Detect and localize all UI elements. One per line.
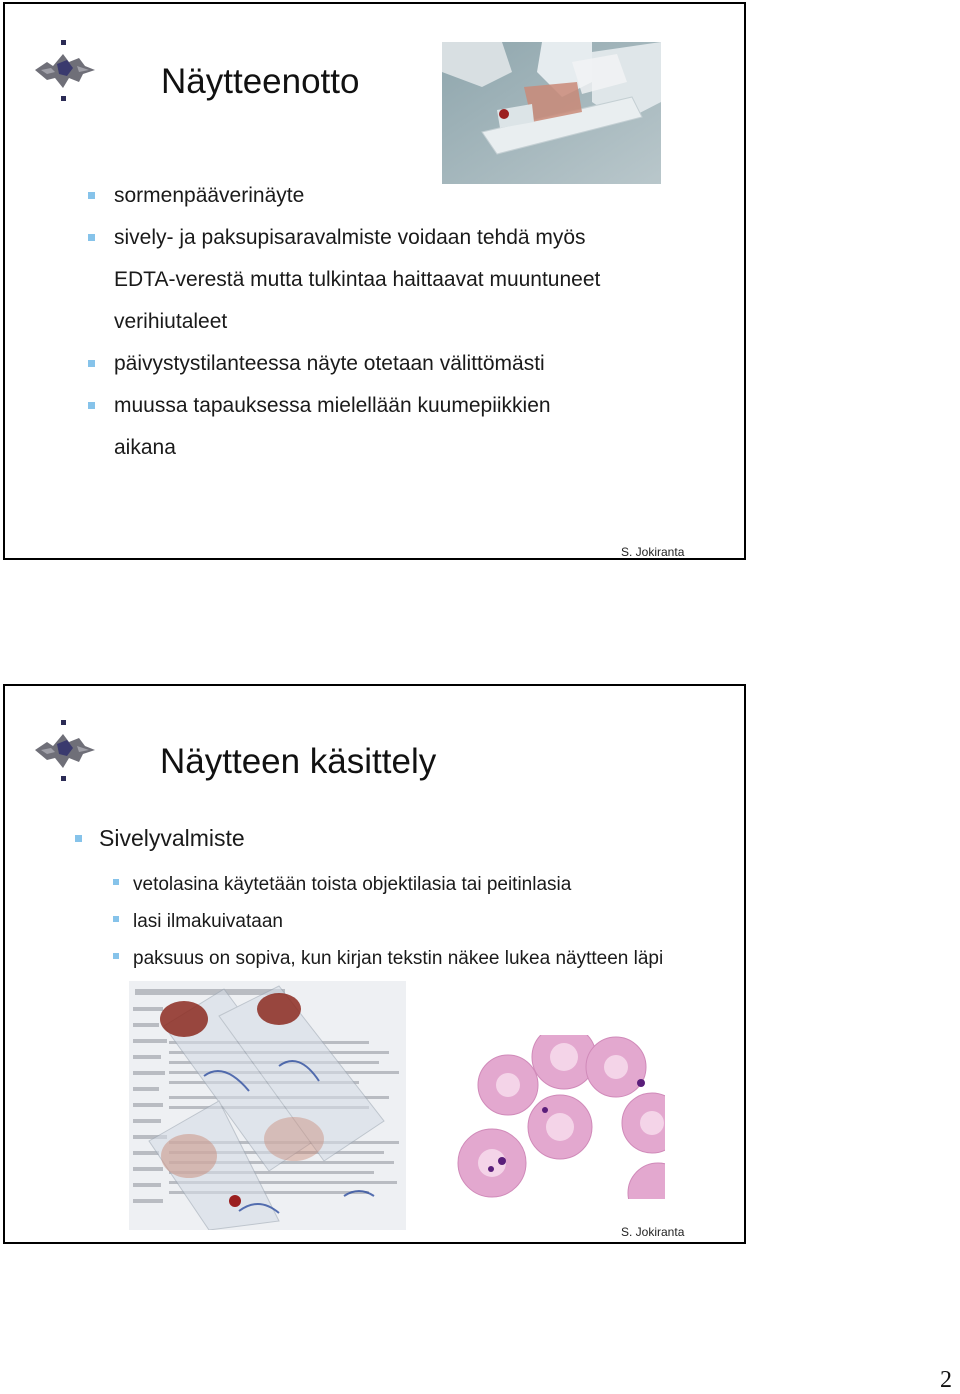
bullet-list xyxy=(114,175,714,469)
blood-cells-micrograph xyxy=(446,1035,665,1199)
list-item: lasi ilmakuivataan xyxy=(133,903,743,940)
slide-naytteen-kasittely xyxy=(3,684,746,1244)
sub-bullet-list xyxy=(133,866,743,977)
list-item: sormenpääverinäyte xyxy=(114,175,714,217)
list-item: sively- ja paksupisaravalmiste voidaan tehdä myös EDTA-verestä mutta tulkintaa haittaavat muuntuneet verihiutaleet xyxy=(114,217,714,343)
slide-title: Näytteen käsittely xyxy=(160,742,437,781)
slide-naytteenotto xyxy=(3,2,746,560)
page-number: 2 xyxy=(940,1367,952,1393)
list-item: Sivelyvalmiste xyxy=(99,825,245,852)
bullet-marker-icon xyxy=(88,360,95,367)
list-item: muussa tapauksessa mielellään kuumepiikkien aikana xyxy=(114,385,714,469)
bullet-marker-icon xyxy=(88,402,95,409)
blood-sampling-photo xyxy=(442,42,661,184)
list-item: vetolasina käytetään toista objektilasia tai peitinlasia xyxy=(133,866,743,903)
bullet-marker-icon xyxy=(88,192,95,199)
smear-slides-photo xyxy=(129,981,406,1230)
bullet-marker-icon xyxy=(113,916,119,922)
list-item: päivystystilanteessa näyte otetaan välittömästi xyxy=(114,343,714,385)
bullet-marker-icon xyxy=(75,835,82,842)
bullet-marker-icon xyxy=(88,234,95,241)
list-item: paksuus on sopiva, kun kirjan tekstin näkee lukea näytteen läpi xyxy=(133,940,743,977)
university-logo-icon xyxy=(33,40,99,102)
slide-title: Näytteenotto xyxy=(161,62,360,101)
footer-author: S. Jokiranta xyxy=(621,545,685,559)
bullet-marker-icon xyxy=(113,953,119,959)
bullet-marker-icon xyxy=(113,879,119,885)
footer-author: S. Jokiranta xyxy=(621,1225,685,1239)
university-logo-icon xyxy=(33,720,99,782)
